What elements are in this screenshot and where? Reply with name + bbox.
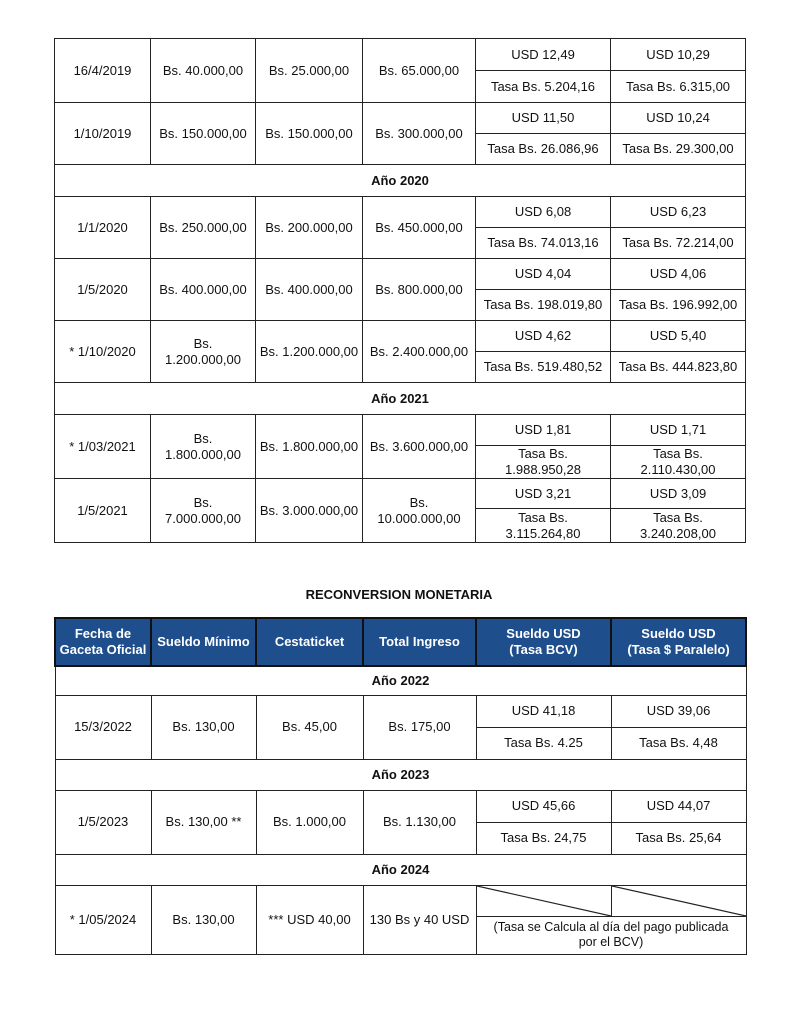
table-row [55,695,746,727]
total-cell: Bs. 3.600.000,00 [363,415,476,479]
cestaticket-cell: Bs. 1.000,00 [256,790,363,854]
tasa-bcv-cell: Tasa Bs. 74.013,16 [476,228,611,259]
usd-bcv-cell: USD 1,81 [476,415,611,446]
table-row [55,39,746,71]
usd-paralelo-cell: USD 5,40 [611,321,746,352]
total-cell: Bs. 65.000,00 [363,39,476,103]
sueldo-cell: Bs. 130,00 [151,885,256,954]
cestaticket-cell: Bs. 3.000.000,00 [256,479,363,543]
tasa-bcv-cell: Tasa Bs. 4.25 [476,727,611,759]
table-row [55,197,746,228]
total-cell: Bs. 1.130,00 [363,790,476,854]
tasa-paralelo-cell: Tasa Bs. 6.315,00 [611,71,746,103]
tasa-paralelo-cell: Tasa Bs. 444.823,80 [611,352,746,383]
tasa-line-2: 3.240.208,00 [640,525,716,541]
sueldo-line-2: 1.800.000,00 [165,446,241,462]
header-fecha-line-2: Gaceta Oficial [59,642,147,657]
cestaticket-cell: *** USD 40,00 [256,885,363,954]
tasa-bcv-cell: Tasa Bs. 26.086,96 [476,134,611,165]
header-usd-bcv [476,618,611,666]
tasa-paralelo-cell: Tasa Bs. 29.300,00 [611,134,746,165]
sueldo-cell: Bs. 40.000,00 [151,39,256,103]
tasa-line-1: Tasa Bs. [518,509,568,525]
date-cell: 1/5/2021 [55,479,151,543]
year-heading: Año 2020 [55,165,746,197]
tasa-bcv-cell: Tasa Bs. 519.480,52 [476,352,611,383]
total-line-2: 10.000.000,00 [377,510,461,526]
sueldo-cell: Bs. 150.000,00 [151,103,256,165]
total-cell: 130 Bs y 40 USD [363,885,476,954]
tasa-paralelo-cell: Tasa Bs. 196.992,00 [611,290,746,321]
year-row [55,666,746,695]
cestaticket-cell: Bs. 1.200.000,00 [256,321,363,383]
usd-bcv-cell: USD 41,18 [476,695,611,727]
total-cell: Bs. 175,00 [363,695,476,759]
header-bcv-line-1: Sueldo USD [506,626,581,641]
sueldo-cell [151,479,256,543]
cestaticket-cell: Bs. 45,00 [256,695,363,759]
rate-note-line-2: por el BCV) [578,935,644,949]
reconversion-table [54,617,747,955]
usd-paralelo-cell: USD 10,29 [611,39,746,71]
tasa-line-2: 1.988.950,28 [505,462,581,477]
usd-paralelo-cell: USD 6,23 [611,197,746,228]
tasa-bcv-cell: Tasa Bs. 5.204,16 [476,71,611,103]
year-row [55,759,746,790]
diagonal-strike [477,886,611,916]
usd-paralelo-cell: USD 3,09 [611,479,746,509]
header-row [55,618,746,666]
usd-paralelo-cell: USD 1,71 [611,415,746,446]
usd-bcv-cell: USD 4,04 [476,259,611,290]
cestaticket-cell: Bs. 400.000,00 [256,259,363,321]
cestaticket-cell: Bs. 1.800.000,00 [256,415,363,479]
usd-paralelo-empty-cell [611,885,746,916]
date-cell: * 1/03/2021 [55,415,151,479]
usd-bcv-cell: USD 45,66 [476,790,611,822]
date-cell: * 1/05/2024 [55,885,151,954]
date-cell: 1/5/2020 [55,259,151,321]
header-sueldo: Sueldo Mínimo [151,618,256,666]
tasa-paralelo-cell: Tasa Bs. 25,64 [611,822,746,854]
tasa-line-1: Tasa Bs. [653,446,703,461]
rate-note-cell [476,916,746,954]
table-row [55,259,746,290]
header-usd-paralelo [611,618,746,666]
tasa-bcv-cell [476,446,611,479]
header-bcv-line-2: (Tasa BCV) [509,642,578,657]
tasa-bcv-cell [476,509,611,543]
usd-paralelo-cell: USD 10,24 [611,103,746,134]
rate-note-line-1: (Tasa se Calcula al día del pago publicada [493,920,729,934]
usd-bcv-cell: USD 12,49 [476,39,611,71]
total-cell [363,479,476,543]
year-heading: Año 2022 [55,666,746,695]
table-row [55,321,746,352]
year-heading: Año 2024 [55,854,746,885]
tasa-paralelo-cell [611,509,746,543]
cestaticket-cell: Bs. 200.000,00 [256,197,363,259]
cestaticket-cell: Bs. 25.000,00 [256,39,363,103]
year-row [55,383,746,415]
total-line-1: Bs. [409,494,429,510]
header-total: Total Ingreso [363,618,476,666]
header-fecha-line-1: Fecha de [74,626,132,641]
year-heading: Año 2021 [55,383,746,415]
year-row [55,165,746,197]
table-row [55,415,746,446]
diagonal-strike [612,886,746,916]
total-cell: Bs. 2.400.000,00 [363,321,476,383]
sueldo-cell: Bs. 400.000,00 [151,259,256,321]
sueldo-line-1: Bs. [193,494,213,510]
table-row [55,479,746,509]
sueldo-cell: Bs. 250.000,00 [151,197,256,259]
cestaticket-cell: Bs. 150.000,00 [256,103,363,165]
table-row [55,885,746,916]
header-fecha [55,618,151,666]
date-cell: 15/3/2022 [55,695,151,759]
usd-bcv-cell: USD 6,08 [476,197,611,228]
tasa-line-2: 2.110.430,00 [640,462,716,477]
tasa-line-2: 3.115.264,80 [505,525,581,541]
table-row [55,790,746,822]
year-heading: Año 2023 [55,759,746,790]
usd-bcv-cell: USD 3,21 [476,479,611,509]
usd-paralelo-cell: USD 39,06 [611,695,746,727]
date-cell: 1/1/2020 [55,197,151,259]
salary-table-2019-2021 [54,38,746,543]
sueldo-cell: Bs. 130,00 [151,695,256,759]
sueldo-cell [151,321,256,383]
tasa-line-1: Tasa Bs. [653,509,703,525]
usd-bcv-cell: USD 11,50 [476,103,611,134]
tasa-bcv-cell: Tasa Bs. 24,75 [476,822,611,854]
tasa-paralelo-cell [611,446,746,479]
sueldo-line-2: 7.000.000,00 [165,510,241,526]
date-cell: 1/10/2019 [55,103,151,165]
sueldo-line-1: Bs. [193,335,213,351]
tasa-line-1: Tasa Bs. [518,446,568,461]
usd-bcv-cell: USD 4,62 [476,321,611,352]
sueldo-line-2: 1.200.000,00 [165,351,241,367]
section-title: RECONVERSION MONETARIA [305,587,493,602]
sueldo-cell [151,415,256,479]
date-cell: 1/5/2023 [55,790,151,854]
header-cestaticket: Cestaticket [256,618,363,666]
sueldo-cell: Bs. 130,00 ** [151,790,256,854]
date-cell: 16/4/2019 [55,39,151,103]
usd-paralelo-cell: USD 4,06 [611,259,746,290]
tasa-paralelo-cell: Tasa Bs. 72.214,00 [611,228,746,259]
year-row [55,854,746,885]
header-par-line-1: Sueldo USD [641,626,716,641]
sueldo-line-1: Bs. [193,430,213,446]
header-par-line-2: (Tasa $ Paralelo) [627,642,730,657]
tasa-paralelo-cell: Tasa Bs. 4,48 [611,727,746,759]
total-cell: Bs. 300.000,00 [363,103,476,165]
usd-paralelo-cell: USD 44,07 [611,790,746,822]
total-cell: Bs. 800.000,00 [363,259,476,321]
date-cell: * 1/10/2020 [55,321,151,383]
usd-bcv-empty-cell [476,885,611,916]
table-row [55,103,746,134]
total-cell: Bs. 450.000,00 [363,197,476,259]
tasa-bcv-cell: Tasa Bs. 198.019,80 [476,290,611,321]
